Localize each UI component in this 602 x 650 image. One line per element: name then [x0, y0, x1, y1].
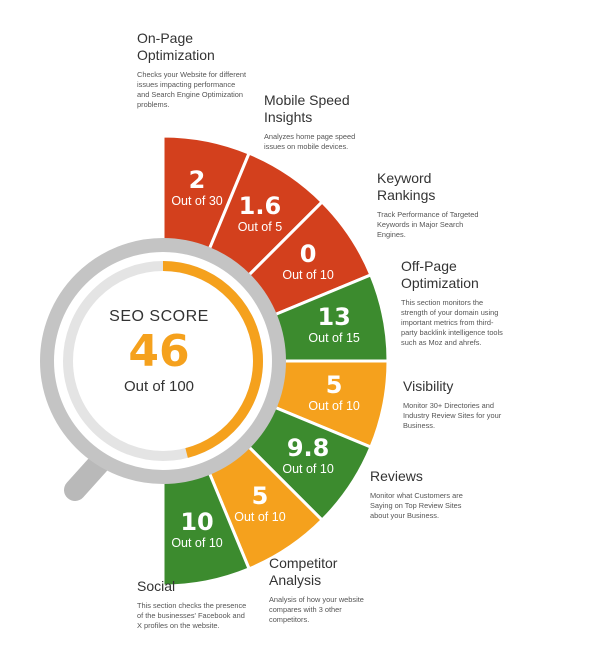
segment-out-of: Out of 10: [308, 399, 360, 414]
segment-value-visibility: [284, 371, 384, 414]
segment-value-social: [147, 508, 247, 551]
segment-value-keyword-rankings: [258, 240, 358, 283]
segment-value-off-page-optimization: [284, 303, 384, 346]
category-title: Competitor Analysis: [269, 555, 338, 588]
segment-out-of: Out of 15: [308, 330, 360, 345]
category-title: Visibility: [403, 378, 454, 394]
category-description: Monitor 30+ Directories and Industry Review Sites for your Business.: [403, 401, 502, 430]
segment-score: 5: [251, 482, 269, 511]
category-mobile-speed-insights: [264, 92, 376, 152]
category-description: Track Performance of Targeted Keywords in Major Search Engines.: [377, 210, 479, 239]
category-description: Checks your Website for different issues impacting performance and Search Engine Optimization problems.: [137, 70, 246, 109]
category-title: Keyword Rankings: [377, 170, 436, 203]
segment-score: 2: [188, 165, 206, 194]
category-reviews: [370, 468, 478, 521]
seo-score-out-of: Out of 100: [123, 378, 195, 395]
category-title: On-Page Optimization: [137, 30, 215, 63]
category-title: Reviews: [370, 468, 423, 484]
segment-out-of: Out of 5: [237, 219, 283, 234]
segment-score: 10: [180, 508, 214, 537]
category-description: This section monitors the strength of your domain using important metrics from third-party backlink intelligence tools such as Moz and ahrefs.: [401, 298, 503, 347]
segment-value-mobile-speed-insights: [210, 192, 310, 235]
segment-out-of: Out of 10: [282, 461, 334, 476]
category-title: Social: [137, 578, 176, 594]
category-keyword-rankings: [377, 170, 489, 240]
category-social: [137, 578, 249, 631]
category-title: Off-Page Optimization: [401, 258, 479, 291]
segment-value-reviews: [258, 434, 358, 477]
category-description: This section checks the presence of the businesses' Facebook and X profiles on the website.: [137, 601, 247, 630]
category-description: Analyzes home page speed issues on mobile devices.: [264, 132, 356, 151]
segment-out-of: Out of 10: [234, 510, 286, 525]
segment-out-of: Out of 30: [171, 193, 223, 208]
segment-score: 5: [325, 371, 343, 400]
category-on-page-optimization: [137, 30, 249, 110]
segment-score: 13: [317, 302, 351, 331]
category-off-page-optimization: [401, 258, 509, 348]
seo-score-label: SEO SCORE: [109, 308, 209, 325]
segment-score: 9.8: [286, 433, 330, 462]
category-title: Mobile Speed Insights: [264, 92, 350, 125]
category-description: Monitor what Customers are Saying on Top Review Sites about your Business.: [370, 491, 463, 520]
segment-score: 1.6: [238, 191, 282, 220]
category-description: Analysis of how your website compares with 3 other competitors.: [269, 595, 364, 624]
category-visibility: [403, 378, 511, 431]
seo-score-value: 46: [128, 326, 190, 377]
seo-score-center: [102, 308, 216, 395]
segment-out-of: Out of 10: [171, 536, 223, 551]
segment-score: 0: [299, 240, 317, 269]
segment-out-of: Out of 10: [282, 268, 334, 283]
